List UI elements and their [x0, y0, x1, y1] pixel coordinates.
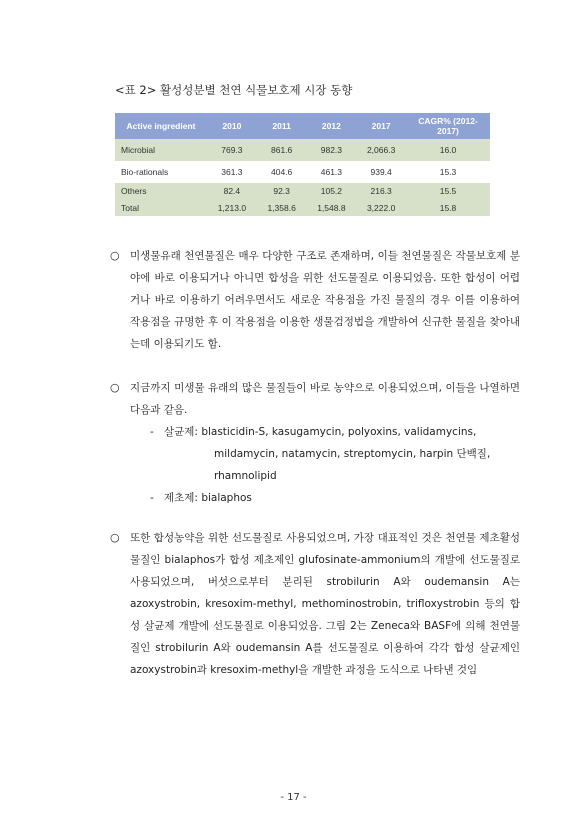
- table-cell: 1,358.6: [257, 199, 307, 216]
- table-cell: 361.3: [207, 161, 257, 183]
- paragraph-text: 또한 합성농약을 위한 선도물질로 사용되었으며, 가장 대표적인 것은 천연물 제초활성물질인 bialaphos가 합성 제초제인 glufosinate-ammonium의 개발에 선도물질로 사용되었으며, 버섯으로부터 분리된 strobilurin A와 oudemansin A는 azoxystrobin, kresoxim-methyl, methominostrobin, trifloxystrobin 등의 합성 살균제 개발에 선도물질로 이용되었음. 그림 2는 Zeneca와 BASF에 의해 천연물질인 strobilurin A와 oudemansin A를 선도물질로 이용하여 각각 합성 살균제인 azoxystrobin과 kresoxim-methyl을 개발한 과정을 도식으로 나타낸 것임: [130, 532, 520, 676]
- paragraph-2: [110, 377, 520, 421]
- table-cell: 16.0: [406, 139, 490, 161]
- header-2017: 2017: [356, 113, 406, 139]
- table-cell: 1,213.0: [207, 199, 257, 216]
- table-cell: 3,222.0: [356, 199, 406, 216]
- table-cell: 404.6: [257, 161, 307, 183]
- table-cell: 92.3: [257, 183, 307, 199]
- table-cell: Bio-rationals: [115, 161, 207, 183]
- list-item: rhamnolipid: [214, 470, 277, 482]
- paragraph-3: [110, 527, 520, 681]
- table-cell: 15.5: [406, 183, 490, 199]
- table-cell: Microbial: [115, 139, 207, 161]
- fungicide-list: [150, 421, 520, 487]
- table-row: [115, 199, 490, 216]
- dash-bullet: -: [150, 426, 154, 438]
- table-cell: 1,548.8: [307, 199, 357, 216]
- table-cell: 769.3: [207, 139, 257, 161]
- paragraph-1: [110, 245, 520, 355]
- list-item: mildamycin, natamycin, streptomycin, harpin 단백질,: [214, 448, 491, 460]
- table-cell: Total: [115, 199, 207, 216]
- circle-bullet: ○: [110, 381, 120, 394]
- header-active-ingredient: Active ingredient: [115, 113, 207, 139]
- table-cell: 82.4: [207, 183, 257, 199]
- table-caption: <표 2> 활성성분별 천연 식물보호제 시장 동향: [115, 83, 353, 97]
- dash-bullet: -: [150, 492, 154, 504]
- circle-bullet: ○: [110, 531, 120, 544]
- table-row: [115, 183, 490, 199]
- header-2010: 2010: [207, 113, 257, 139]
- table-cell: 861.6: [257, 139, 307, 161]
- header-cagr: CAGR% (2012-2017): [406, 113, 490, 139]
- table-cell: 15.8: [406, 199, 490, 216]
- table-cell: 2,066.3: [356, 139, 406, 161]
- paragraph-text: 지금까지 미생물 유래의 많은 물질들이 바로 농약으로 이용되었으며, 이들을 나열하면 다음과 같음.: [130, 382, 520, 416]
- paragraph-text: 미생물유래 천연물질은 매우 다양한 구조로 존재하며, 이들 천연물질은 작물보호제 분야에 바로 이용되거나 아니면 합성을 위한 선도물질로 이용되었음. 또한 합성이 어렵거나 바로 이용하기 어려우면서도 새로운 작용점을 가진 물질의 경우 이를 이용하여 작용점을 규명한 후 이 작용점을 이용한 생물검정법을 개발하여 신규한 물질을 찾아내는데 이용되기도 함.: [130, 250, 520, 350]
- table-cell: 216.3: [356, 183, 406, 199]
- table-cell: 15.3: [406, 161, 490, 183]
- list-item: blasticidin-S, kasugamycin, polyoxins, validamycins,: [201, 426, 477, 438]
- table-cell: 939.4: [356, 161, 406, 183]
- table-header-row: [115, 113, 490, 139]
- page-number: - 17 -: [280, 792, 307, 803]
- herbicide-list: [150, 487, 520, 509]
- table-row: [115, 139, 490, 161]
- header-2012: 2012: [307, 113, 357, 139]
- market-table: [115, 113, 490, 216]
- table-cell: 461.3: [307, 161, 357, 183]
- list-label: 살균제:: [164, 426, 198, 438]
- list-item: bialaphos: [201, 492, 252, 504]
- table-cell: Others: [115, 183, 207, 199]
- table-cell: 982.3: [307, 139, 357, 161]
- circle-bullet: ○: [110, 249, 120, 262]
- header-2011: 2011: [257, 113, 307, 139]
- table-cell: 105.2: [307, 183, 357, 199]
- table-row: [115, 161, 490, 183]
- list-label: 제초제:: [164, 492, 198, 504]
